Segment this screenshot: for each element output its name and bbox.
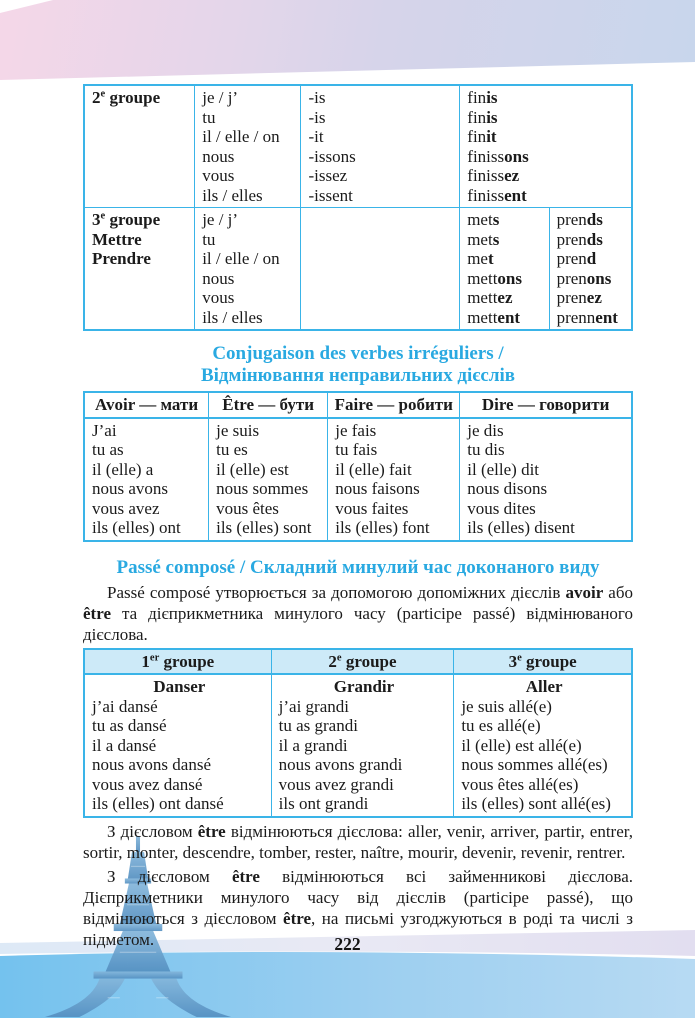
irregular-verbs-heading: Conjugaison des verbes irréguliers / Відмінювання неправильних дієслів (200, 343, 516, 386)
danser-verb-label: Danser (153, 677, 206, 696)
grandir-forms: j’ai grandi tu as grandi il a grandi nous avons grandi vous avez grandi ils ont grandi (278, 696, 403, 813)
group2-header-cell: 2e groupe (271, 650, 454, 674)
page-content (83, 0, 633, 950)
etre-verbs-paragraph: З дієсловом être відмінюються дієслова: aller, venir, arriver, partir, entrer, sortir, monter, descendre, tomber, rester, naître, mourir, devenir, revenir, rentrer. (83, 821, 633, 862)
aller-verb-label: Aller (525, 677, 563, 696)
passe-table-body-row (85, 674, 631, 816)
group2-forms-cell: finis finis finit finissons finissez finissent (459, 86, 631, 207)
mettre-forms-cell: mets mets met mettons mettez mettent (459, 208, 548, 329)
dire-header-cell: Dire — говорити (459, 393, 631, 417)
group1-header-cell: 1er groupe (141, 651, 215, 671)
page-number: 222 (334, 934, 361, 954)
group2-endings-cell: -is -is -it -issons -issez -issent (300, 86, 459, 207)
danser-forms: j’ai dansé tu as dansé il a dansé nous avons dansé vous avez dansé ils (elles) ont dansé (92, 696, 224, 813)
aller-forms: je suis allé(e) tu es allé(e) il (elle) est allé(e) nous sommes allé(es) vous êtes allé(es) ils (elles) sont allé(es) (461, 696, 611, 813)
group2-row (85, 86, 631, 207)
group3-pronouns-cell: je / j’ tu il / elle / on nous vous ils / elles (194, 208, 300, 329)
irregular-table-body-row (85, 418, 631, 540)
avoir-forms-cell: J’ai tu as il (elle) a nous avons vous avez ils (elles) ont (92, 420, 181, 537)
prendre-forms-cell: prends prends prend prenons prenez prennent (549, 208, 631, 329)
faire-header-cell: Faire — робити (327, 393, 459, 417)
group2-pronouns-cell: je / j’ tu il / elle / on nous vous ils / elles (194, 86, 300, 207)
etre-pronominal-paragraph: З дієсловом être відмінюються всі займенникові дієслова. Дієприкметники минулого часу від дієслів (participe passé), що відмінюються з дієсловом être, на письмі узгоджуються в роді та числі з підметом. (83, 866, 634, 949)
present-tense-groups-table (83, 84, 633, 331)
grandir-cell (271, 675, 454, 816)
faire-forms-cell: je fais tu fais il (elle) fait nous faisons vous faites ils (elles) font (327, 419, 459, 540)
group3-label-cell: 3e groupe Mettre Prendre (92, 210, 161, 268)
passe-compose-table (83, 648, 633, 818)
passe-compose-heading: Passé composé / Складний минулий час доконаного виду (116, 556, 600, 578)
irregular-table-header-row (85, 393, 631, 418)
passe-compose-intro-paragraph: Passé composé утворюється за допомогою допоміжних дієслів avoir або être та дієприкметника минулого часу (participe passé) відмінюваного дієслова. (83, 582, 633, 644)
avoir-header-cell: Avoir — мати (94, 395, 199, 414)
grandir-verb-label: Grandir (333, 677, 395, 696)
etre-forms-cell: je suis tu es il (elle) est nous sommes vous êtes ils (elles) sont (208, 419, 327, 540)
group2-label-cell: 2e groupe (92, 88, 161, 107)
group3-row (85, 207, 631, 329)
aller-cell (453, 675, 631, 816)
passe-table-header-row (85, 650, 631, 675)
group3-header-cell: 3e groupe (453, 650, 631, 674)
group3-empty-cell (300, 208, 459, 329)
irregular-verbs-table (83, 391, 633, 542)
danser-cell (85, 675, 271, 816)
dire-forms-cell: je dis tu dis il (elle) dit nous disons vous dites ils (elles) disent (459, 419, 631, 540)
etre-header-cell: Être — бути (208, 393, 327, 417)
